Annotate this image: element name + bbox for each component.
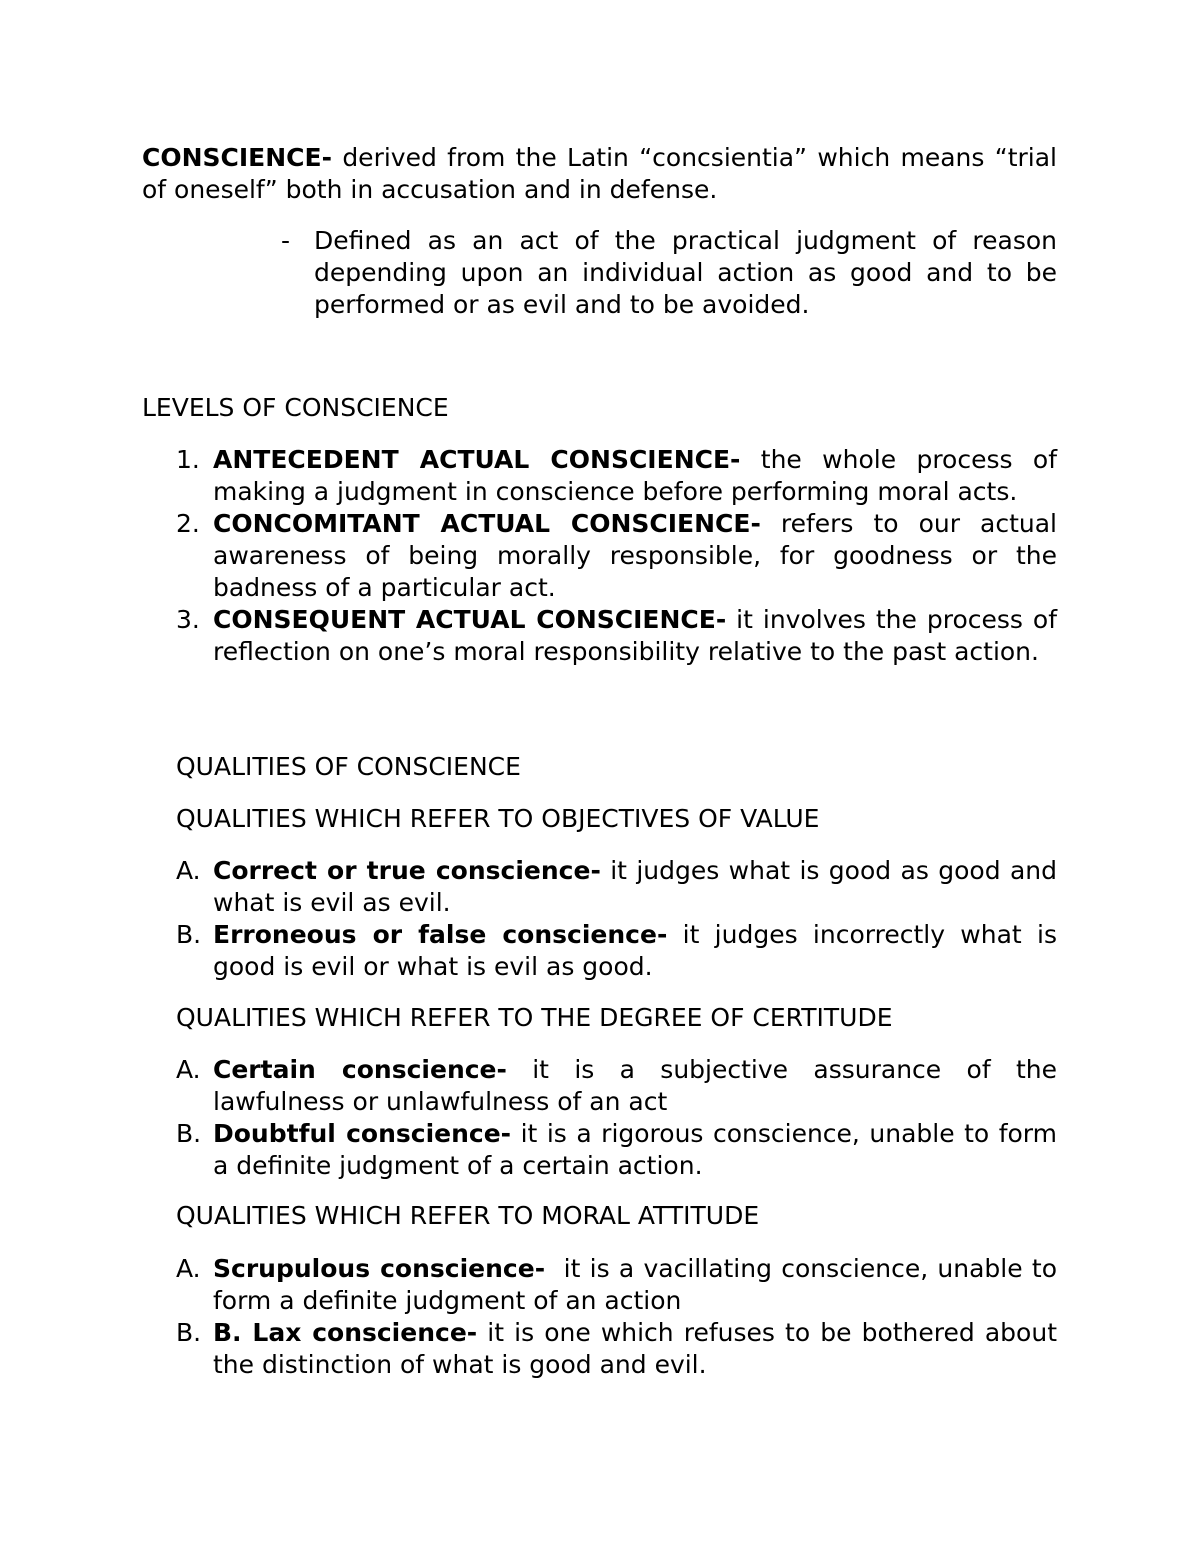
definition-bullet [281,225,1057,321]
item-term: Certain conscience- [213,1055,507,1084]
list-marker: B. [176,1119,202,1148]
list-marker: 1. [176,445,200,474]
qualities-heading: QUALITIES OF CONSCIENCE [176,752,521,781]
list-marker: 3. [176,605,200,634]
list-item [176,444,1057,508]
certitude-list [176,1054,1057,1182]
list-item [176,1317,1057,1381]
levels-heading: LEVELS OF CONSCIENCE [142,393,449,422]
item-text: it judges what is good as good and what is evil as evil. [213,856,1057,917]
attitude-heading: QUALITIES WHICH REFER TO MORAL ATTITUDE [176,1201,760,1230]
item-term: B. Lax conscience- [213,1318,478,1347]
item-text: it is a rigorous conscience, unable to form a definite judgment of a certain action. [213,1119,1058,1180]
item-text: the whole process of making a judgment in conscience before performing moral acts. [213,445,1057,506]
list-item [176,1118,1057,1182]
item-text: it involves the process of reflection on one’s moral responsibility relative to the past action. [213,605,1058,666]
bullet-marker: - [281,226,291,255]
levels-list [176,444,1057,668]
value-list [176,855,1057,983]
intro-paragraph [142,142,1057,206]
item-term: Doubtful conscience- [213,1119,512,1148]
item-term: CONSEQUENT ACTUAL CONSCIENCE- [213,605,727,634]
list-item [176,1253,1065,1317]
item-text: refers to our actual awareness of being morally responsible, for goodness or the badness of a particular act. [213,509,1057,602]
list-marker: 2. [176,509,200,538]
item-term: CONCOMITANT ACTUAL CONSCIENCE- [213,509,761,538]
list-item [176,604,1057,668]
list-marker: B. [176,920,202,949]
item-text: it is a subjective assurance of the lawfulness or unlawfulness of an act [213,1055,1057,1116]
list-marker: A. [176,856,201,885]
list-item [176,919,1057,983]
bullet-text: Defined as an act of the practical judgment of reason depending upon an individual action as good and to be performed or as evil and to be avoided. [314,226,1057,319]
item-text: it is a vacillating conscience, unable to form a definite judgment of an action [213,1254,1065,1315]
list-item [176,855,1057,919]
intro-term: CONSCIENCE- [142,143,332,172]
value-heading: QUALITIES WHICH REFER TO OBJECTIVES OF VALUE [176,804,820,833]
item-term: ANTECEDENT ACTUAL CONSCIENCE- [213,445,741,474]
certitude-heading: QUALITIES WHICH REFER TO THE DEGREE OF CERTITUDE [176,1003,893,1032]
list-marker: B. [176,1318,202,1347]
intro-text: derived from the Latin “concsientia” which means “trial of oneself” both in accusation and in defense. [142,143,1057,204]
list-marker: A. [176,1254,201,1283]
list-item [176,508,1057,604]
attitude-list [176,1253,1065,1381]
list-item [176,1054,1057,1118]
item-term: Scrupulous conscience- [213,1254,546,1283]
list-marker: A. [176,1055,201,1084]
item-text: it judges incorrectly what is good is evil or what is evil as good. [213,920,1057,981]
item-term: Correct or true conscience- [213,856,601,885]
item-term: Erroneous or false conscience- [213,920,668,949]
item-text: it is one which refuses to be bothered about the distinction of what is good and evil. [213,1318,1057,1379]
